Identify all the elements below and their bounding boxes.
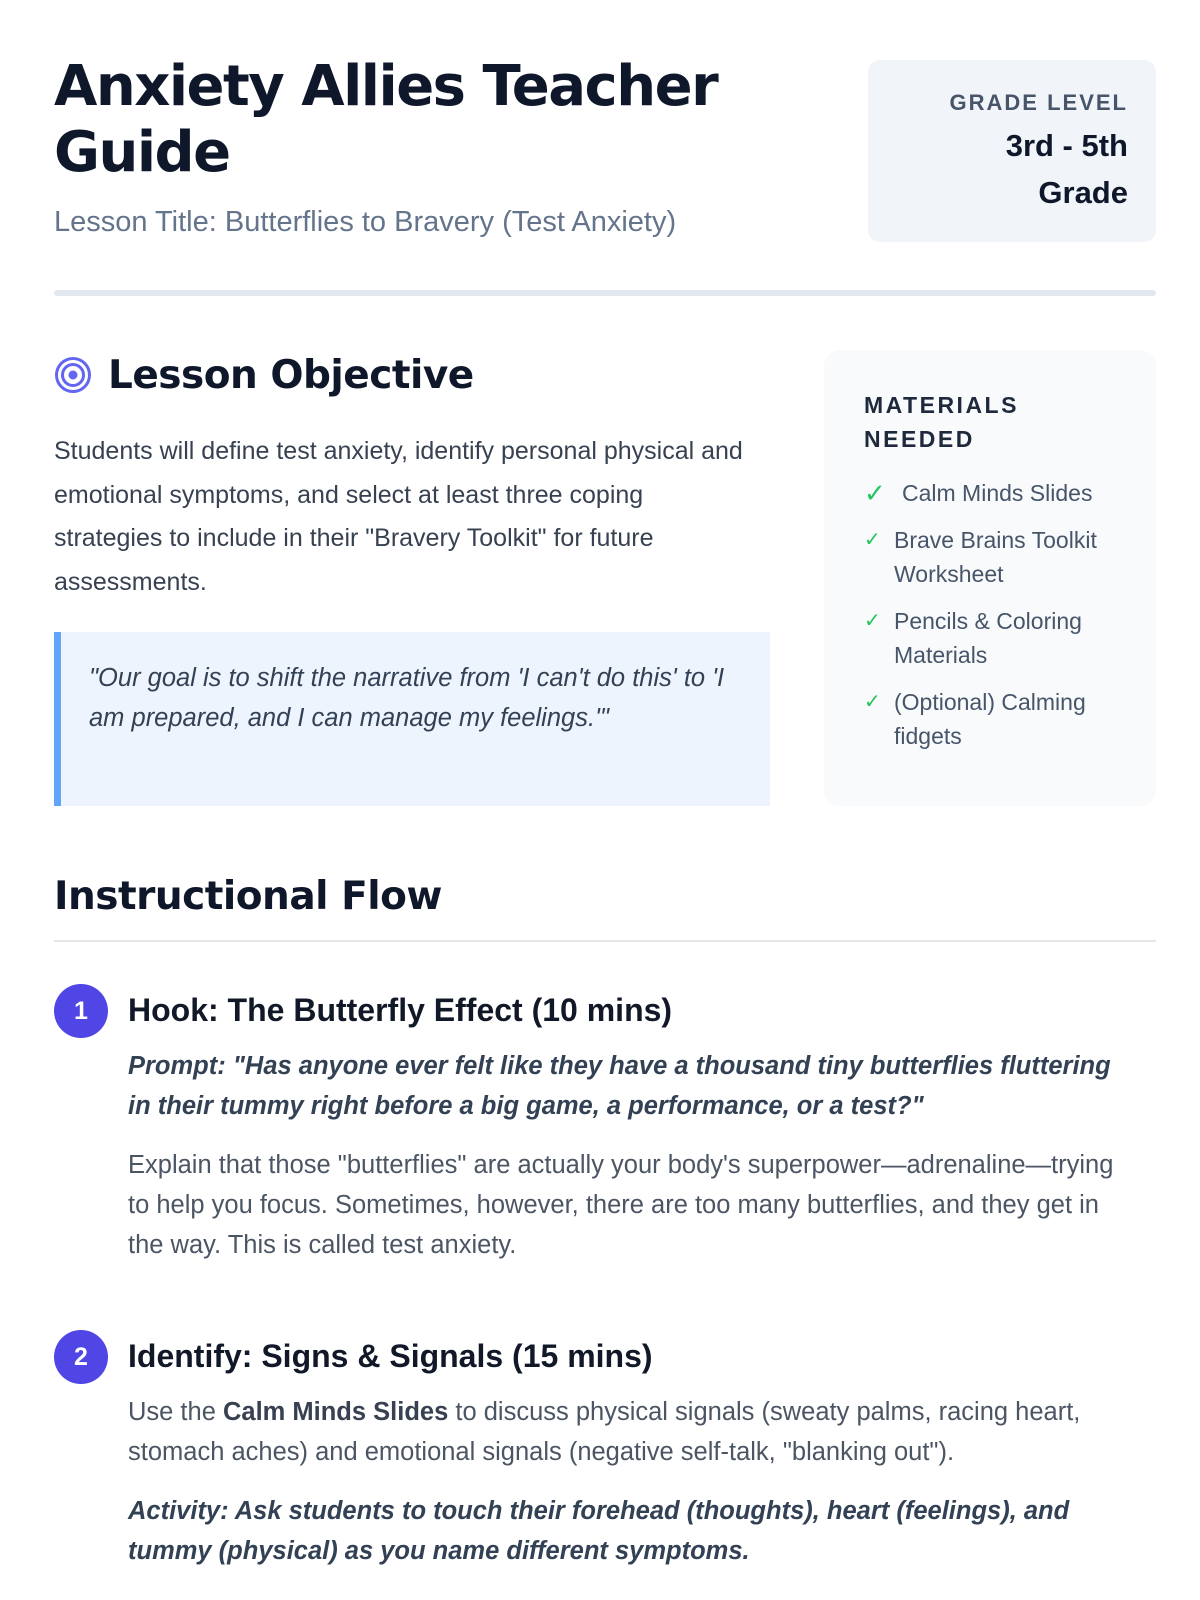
step-prompt: Prompt: "Has anyone ever felt like they have a thousand tiny butterflies fluttering in their tummy right before a big game, a performance, or a test?" — [128, 1052, 1111, 1120]
step-activity: Activity: Ask students to touch their forehead (thoughts), heart (feelings), and tummy (physical) as you name different symptoms. — [128, 1497, 1070, 1565]
step-body — [128, 1046, 1138, 1265]
step-number-badge: 1 — [54, 984, 108, 1038]
step-title: Identify: Signs & Signals (15 mins) — [128, 1338, 653, 1374]
step-explanation — [128, 1392, 1138, 1472]
check-icon: ✓ — [864, 529, 881, 551]
page-title: Anxiety Allies Teacher Guide — [54, 54, 718, 185]
step-explanation: Explain that those "butterflies" are actually your body's superpower—adrenaline—trying to help you focus. Sometimes, however, there are too many butterflies, and they get in the way. This is called test anxiety. — [128, 1151, 1114, 1259]
materials-item-label: Pencils & Coloring Materials — [894, 608, 1082, 668]
materials-title: MATERIALS NEEDED — [864, 392, 1019, 452]
materials-list — [864, 476, 1126, 753]
step-number-badge: 2 — [54, 1330, 108, 1384]
target-icon — [54, 356, 92, 394]
instructional-flow-heading: Instructional Flow — [54, 874, 442, 919]
materials-item-label: Brave Brains Toolkit Worksheet — [894, 527, 1097, 587]
grade-level-card — [868, 60, 1156, 242]
grade-level-label: GRADE LEVEL — [949, 90, 1128, 115]
step-explanation-pre: Use the — [128, 1398, 223, 1426]
check-icon: ✓ — [864, 691, 881, 713]
materials-card — [824, 350, 1156, 806]
objective-text: Students will define test anxiety, identify personal physical and emotional symptoms, and select at least three coping strategies to include in their "Bravery Toolkit" for future assessments. — [54, 437, 743, 596]
calm-minds-slides-ref: Calm Minds Slides — [222, 1398, 449, 1426]
check-icon: ✓ — [864, 610, 881, 632]
grade-level-value-line1: 3rd - 5th — [1005, 128, 1128, 163]
grade-level-value — [868, 122, 1128, 216]
step-title: Hook: The Butterfly Effect (10 mins) — [128, 992, 673, 1028]
step-body — [128, 1392, 1138, 1571]
materials-item-label: (Optional) Calming fidgets — [894, 689, 1086, 749]
materials-item-label: Calm Minds Slides — [902, 480, 1093, 506]
objective-heading-text: Lesson Objective — [108, 352, 474, 398]
check-icon: ✓ — [864, 478, 886, 508]
step-explanation-post: to discuss physical signals (sweaty palms, racing heart, stomach aches) and emotional signals (negative self-talk, "blanking out"). — [128, 1398, 1081, 1466]
lesson-title: Lesson Title: Butterflies to Bravery (Test Anxiety) — [54, 206, 677, 238]
materials-item — [864, 604, 1126, 672]
objective-heading — [54, 352, 474, 398]
materials-item — [864, 523, 1126, 591]
header-divider — [54, 290, 1156, 296]
goal-quote: "Our goal is to shift the narrative from 'I can't do this' to 'I am prepared, and I can manage my feelings.'" — [54, 632, 770, 806]
teacher-guide-page — [54, 0, 1156, 1600]
materials-item — [864, 685, 1126, 753]
materials-item — [864, 476, 1126, 510]
flow-divider — [54, 940, 1156, 942]
grade-level-value-line2: Grade — [1038, 175, 1128, 210]
